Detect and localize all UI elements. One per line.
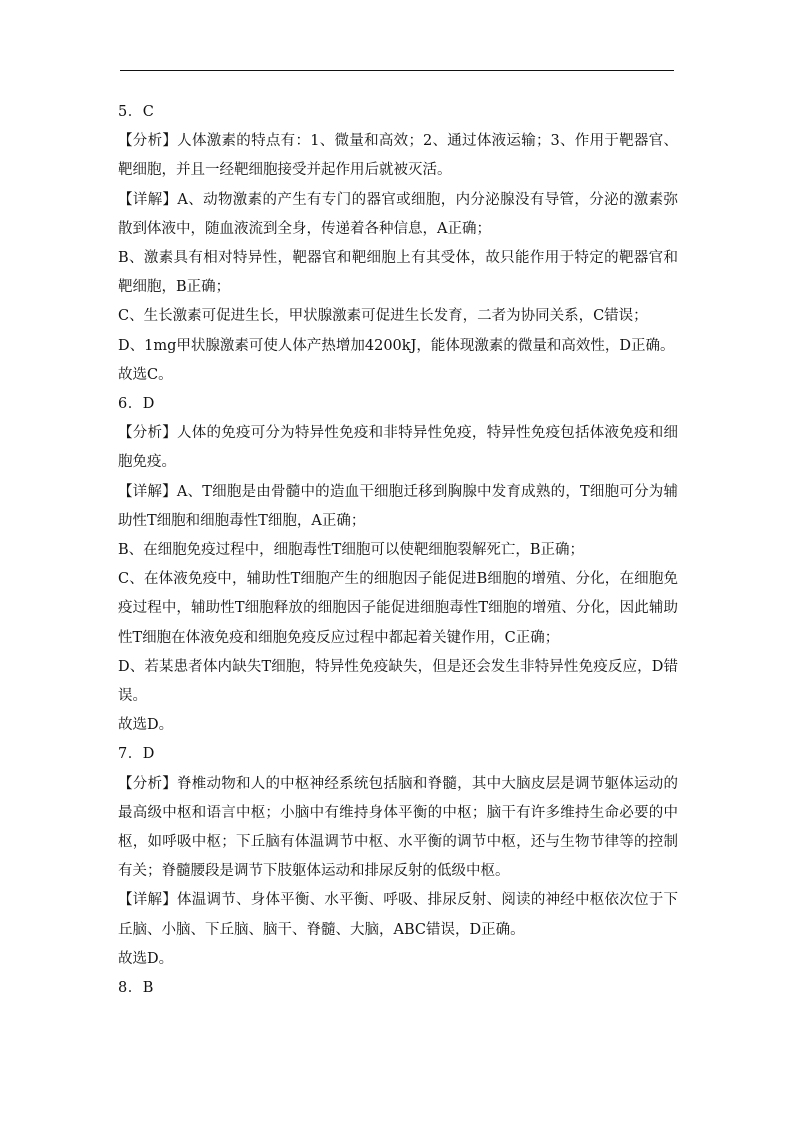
detail-text: A、T细胞是由骨髓中的造血干细胞迁移到胸腺中发育成熟的，T细胞可分为辅助性T细胞和细胞毒性T细胞，A正确； [118,483,679,529]
question-6-detail-c: C、在体液免疫中，辅助性T细胞产生的细胞因子能促进B细胞的增殖、分化，在细胞免疫过程中，辅助性T细胞释放的细胞因子能促进细胞毒性T细胞的增殖、分化，因此辅助性T细胞在体液免疫和细胞免疫反应过程中都起着关键作用，C正确； [118,571,678,646]
question-8-number: 8．B [118,980,154,997]
analysis-label: 【分析】 [118,425,177,442]
question-5-number: 5．C [118,104,155,120]
detail-label: 【详解】 [118,191,178,208]
question-7-number: 7．D [118,746,155,763]
analysis-label: 【分析】 [118,775,177,792]
analysis-text: 人体的免疫可分为特异性免疫和非特异性免疫，特异性免疫包括体液免疫和细胞免疫。 [118,425,679,471]
question-7-analysis [118,770,678,887]
detail-label: 【详解】 [118,483,177,500]
question-6-detail-d: D、若某患者体内缺失T细胞，特异性免疫缺失，但是还会发生非特异性免疫反应，D错误。 [118,658,678,705]
detail-text: 体温调节、身体平衡、水平衡、呼吸、排尿反射、阅读的神经中枢依次位于下丘脑、小脑、下丘脑、脑干、脊髓、大脑，ABC错误，D正确。 [118,892,679,938]
detail-text: A、动物激素的产生有专门的器官或细胞，内分泌腺没有导管，分泌的激素弥散到体液中，随血液流到全身，传递着各种信息，A正确； [118,191,679,237]
question-6-detail-a [118,478,678,536]
answer-content [118,98,678,1003]
question-5-detail-c: C、生长激素可促进生长，甲状腺激素可促进生长发育，二者为协同关系，C错误； [118,308,648,325]
question-5-detail-a [118,186,678,244]
question-7-detail [118,886,678,944]
question-5-detail-d: D、1mg甲状腺激素可使人体产热增加4200kJ，能体现激素的微量和高效性，D正确。 [118,337,675,354]
analysis-label: 【分析】 [118,133,178,150]
analysis-text: 脊椎动物和人的中枢神经系统包括脑和脊髓，其中大脑皮层是调节躯体运动的最高级中枢和语言中枢；小脑中有维持身体平衡的中枢；脑干有许多维持生命必要的中枢，如呼吸中枢；下丘脑有体温调节中枢、水平衡的调节中枢，还与生物节律等的控制有关；脊髓腰段是调节下肢躯体运动和排尿反射的低级中枢。 [118,775,679,880]
analysis-text: 人体激素的特点有：1、微量和高效；2、通过体液运输；3、作用于靶器官、靶细胞，并且一经靶细胞接受并起作用后就被灭活。 [118,133,678,179]
question-6-detail-b: B、在细胞免疫过程中，细胞毒性T细胞可以使靶细胞裂解死亡，B正确； [118,542,584,559]
question-7-conclusion: 故选D。 [118,950,174,967]
question-5-analysis [118,127,678,185]
header-rule [120,70,674,71]
question-6-analysis [118,419,678,477]
question-6-number: 6．D [118,396,155,413]
question-5-detail-b: B、激素具有相对特异性，靶器官和靶细胞上有其受体，故只能作用于特定的靶器官和靶细胞，B正确； [118,250,678,296]
question-6-conclusion: 故选D。 [118,717,174,734]
detail-label: 【详解】 [118,892,177,909]
question-5-conclusion: 故选C。 [118,366,173,383]
